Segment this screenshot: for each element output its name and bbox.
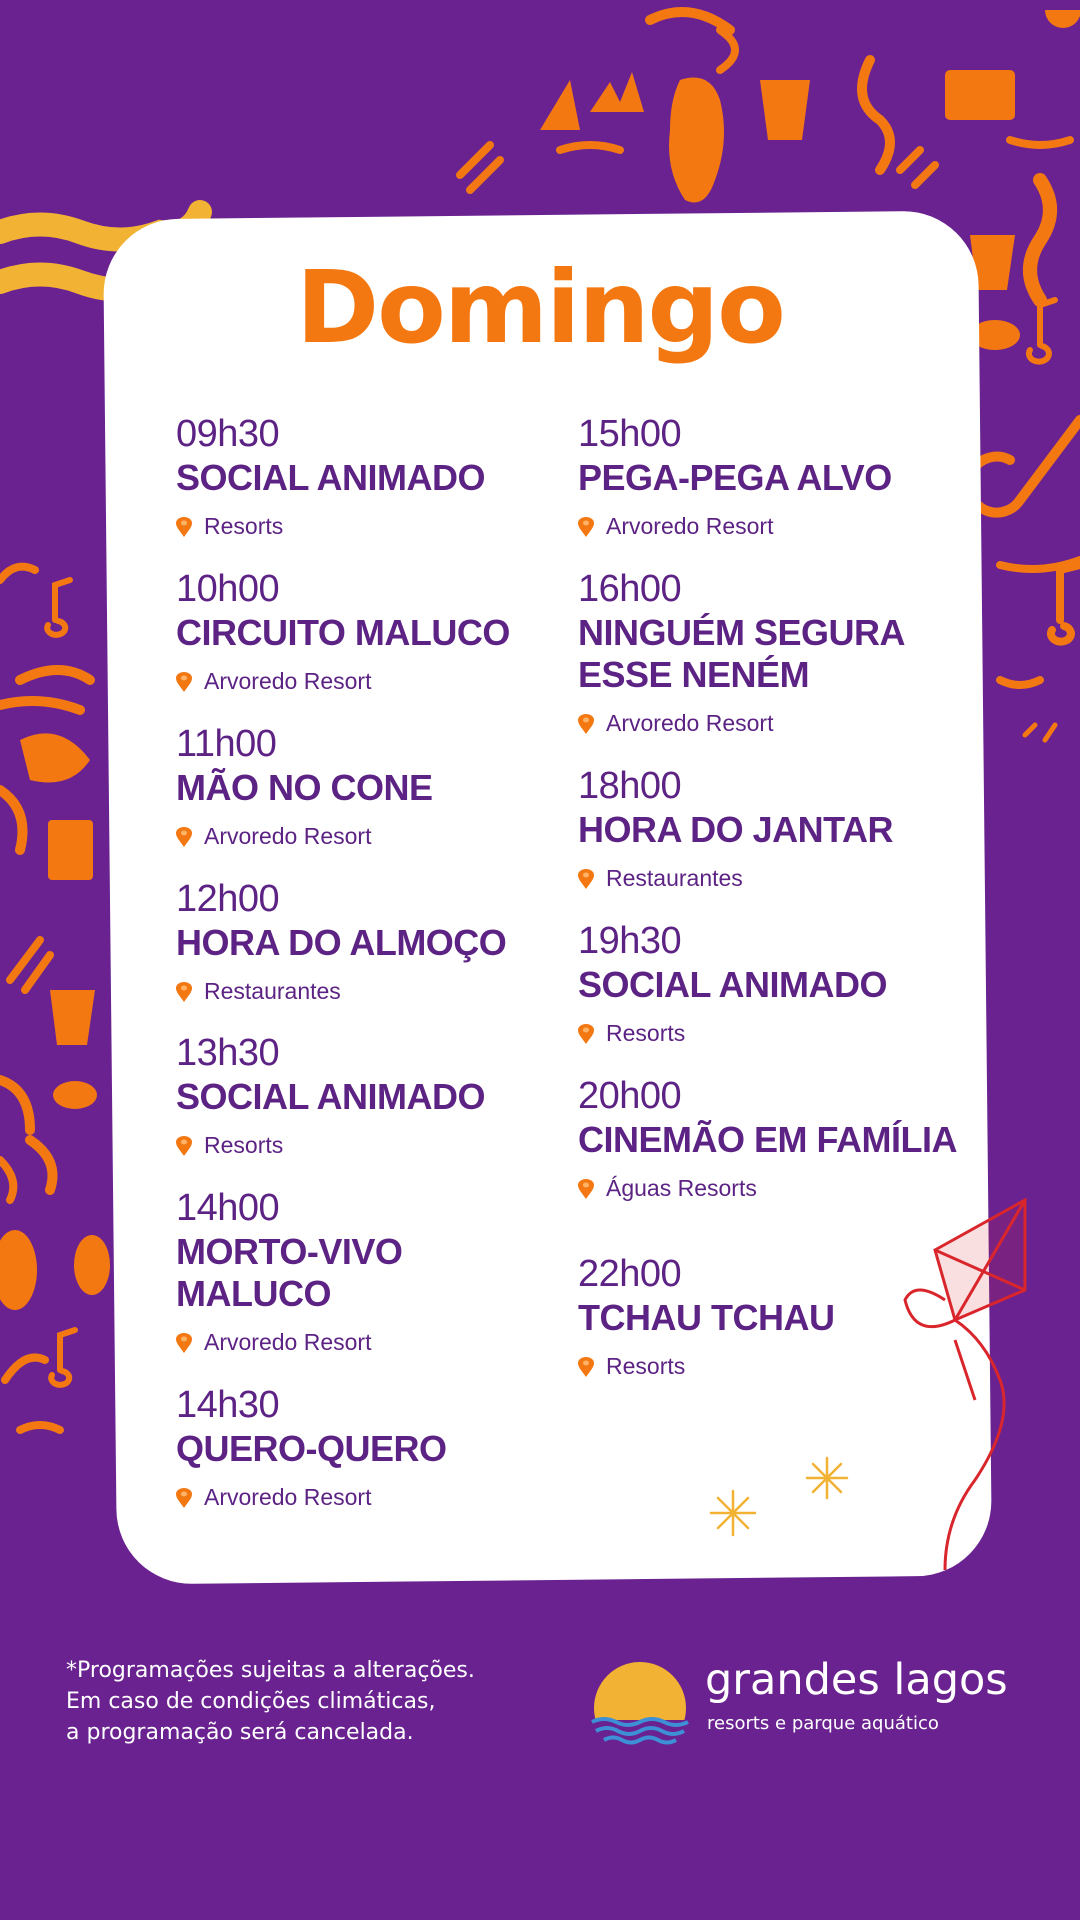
event-time: 12h00 [176,878,280,920]
event-name: TCHAU TCHAU [578,1297,835,1338]
location-pin-icon [176,1136,192,1156]
event-location-label: Resorts [204,513,284,539]
event-time: 20h00 [578,1075,682,1117]
event-location [176,668,576,695]
event-location [578,513,978,540]
disclaimer-line: *Programações sujeitas a alterações. [66,1658,475,1683]
parrot-icon [669,78,724,203]
music-note-icon [47,580,70,635]
sun-wave-logo-icon [590,1658,690,1750]
event-name: MORTO-VIVO MALUCO [176,1231,403,1314]
popcorn-icon [50,990,95,1045]
event-name: QUERO-QUERO [176,1428,447,1469]
event-location [176,823,576,850]
event-time: 09h30 [176,413,280,455]
location-pin-icon [578,714,594,734]
brand-name: grandes lagos [705,1655,1008,1705]
popcorn-icon [760,80,810,140]
event-location-label: Arvoredo Resort [204,823,372,849]
clapperboard-icon [48,820,93,880]
disclaimer-line: a programação será cancelada. [66,1720,414,1745]
event-location-label: Arvoredo Resort [204,1329,372,1355]
event-time: 10h00 [176,568,280,610]
event-time: 19h30 [578,920,682,962]
schedule-item [176,570,576,695]
event-name: CIRCUITO MALUCO [176,612,510,653]
event-location [578,710,978,737]
event-name: CINEMÃO EM FAMÍLIA [578,1119,957,1160]
event-name: HORA DO JANTAR [578,809,893,850]
event-name: NINGUÉM SEGURA ESSE NENÉM [578,612,904,695]
event-time: 15h00 [578,413,682,455]
guitar-icon [969,420,1080,513]
event-location-label: Arvoredo Resort [606,513,774,539]
event-location [578,1353,978,1380]
event-location [578,1020,978,1047]
event-location-label: Arvoredo Resort [204,668,372,694]
event-name: MÃO NO CONE [176,767,433,808]
event-location-label: Arvoredo Resort [204,1484,372,1510]
sun-icon [1045,10,1080,28]
schedule-item [578,570,978,737]
toucan-icon [20,733,90,782]
event-location-label: Resorts [204,1132,284,1158]
disclaimer-note [66,1655,526,1748]
schedule-item [578,922,978,1047]
location-pin-icon [176,827,192,847]
schedule-item [578,1255,978,1380]
event-name: SOCIAL ANIMADO [176,457,486,498]
event-location [176,1329,576,1356]
schedule-item [176,725,576,850]
music-note-icon [51,1330,75,1385]
event-location-label: Arvoredo Resort [606,710,774,736]
schedule-item [176,1034,576,1159]
event-name: SOCIAL ANIMADO [578,964,888,1005]
schedule-item [176,1189,576,1356]
location-pin-icon [176,982,192,1002]
event-location-label: Águas Resorts [606,1175,757,1201]
event-location-label: Restaurantes [204,978,341,1004]
music-note-icon [1051,565,1080,642]
event-location [578,865,978,892]
event-location-label: Resorts [606,1020,686,1046]
owl-icon [0,1230,37,1310]
event-time: 14h30 [176,1384,280,1426]
location-pin-icon [578,869,594,889]
location-pin-icon [176,1488,192,1508]
campfire-icon [590,72,644,112]
location-pin-icon [578,517,594,537]
brand-logo [590,1655,1030,1755]
event-name: PEGA-PEGA ALVO [578,457,892,498]
event-time: 11h00 [176,723,277,765]
triangle-doodle [540,80,580,130]
location-pin-icon [578,1179,594,1199]
location-pin-icon [176,517,192,537]
schedule-item [176,880,576,1005]
event-location [176,513,576,540]
fork-knife-icon [10,940,50,990]
brand-tagline: resorts e parque aquático [707,1713,939,1734]
schedule-item [176,1386,576,1511]
location-pin-icon [578,1357,594,1377]
event-time: 22h00 [578,1253,682,1295]
fork-knife-icon [460,145,500,190]
event-name: SOCIAL ANIMADO [176,1076,486,1117]
schedule-item [578,1077,978,1202]
event-location [176,1132,576,1159]
location-pin-icon [578,1024,594,1044]
event-name: HORA DO ALMOÇO [176,922,507,963]
event-time: 16h00 [578,568,682,610]
schedule-item [578,415,978,540]
location-pin-icon [176,672,192,692]
disclaimer-line: Em caso de condições climáticas, [66,1689,436,1714]
location-pin-icon [176,1333,192,1353]
event-location [176,1484,576,1511]
event-location-label: Resorts [606,1353,686,1379]
schedule-item [578,767,978,892]
event-location [176,978,576,1005]
event-time: 14h00 [176,1187,280,1229]
event-location [578,1175,978,1202]
event-time: 18h00 [578,765,682,807]
clapperboard-icon [945,70,1015,120]
event-time: 13h30 [176,1032,280,1074]
page-title: Domingo [296,249,784,366]
schedule-item [176,415,576,540]
event-location-label: Restaurantes [606,865,743,891]
